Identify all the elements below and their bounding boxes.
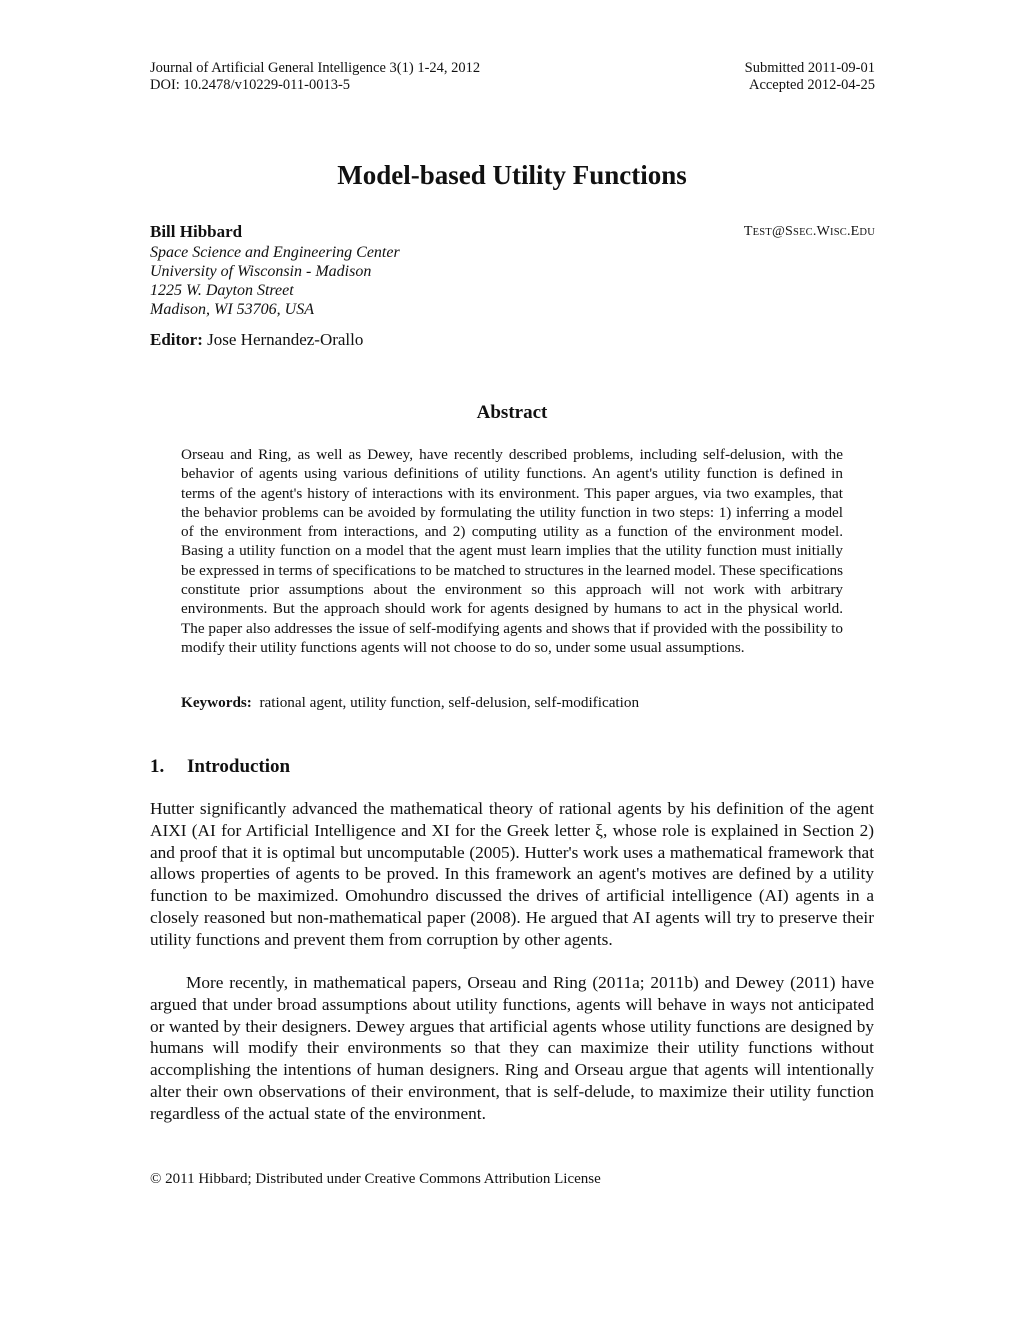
section-number: 1. <box>150 756 165 777</box>
affiliation-line: Madison, WI 53706, USA <box>150 301 314 318</box>
section-heading <box>150 756 290 778</box>
intro-paragraph-1: Hutter significantly advanced the mathematical theory of rational agents by his definition of the agent AIXI (AI for Artificial Intelligence and XI for the Greek letter ξ, whose role is explained in Section 2) and proof that it is optimal but uncomputable (2005). Hutter's work uses a mathematical framework that allows properties of agents to be proved. In this framework an agent's motives are defined by a utility function to be maximized. Omohundro discussed the drives of artificial intelligence (AI) agents in a closely reasoned but non-mathematical paper (2008). He argued that AI agents will try to preserve their utility functions and prevent them from corruption by other agents. <box>150 799 874 949</box>
abstract-text: Orseau and Ring, as well as Dewey, have recently described problems, including self-delusion, with the behavior of agents using various definitions of utility functions. An agent's utility function is defined in terms of the agent's history of interactions with its environment. This paper argues, via two examples, that the behavior problems can be avoided by formulating the utility function in two steps: 1) inferring a model of the environment from interactions, and 2) computing utility as a function of the environment model. Basing a utility function on a model that the agent must learn implies that the utility function must initially be expressed in terms of specifications to be matched to structures in the learned model. These specifications constitute prior assumptions about the environment so this approach will not work with arbitrary environments. But the approach should work for agents designed by humans to act in the physical world. The paper also addresses the issue of self-modifying agents and shows that if provided with the possibility to modify their utility functions agents will not choose to do so, under some usual assumptions. <box>181 446 843 656</box>
affiliation-line: University of Wisconsin - Madison <box>150 263 372 280</box>
editor-name: Jose Hernandez-Orallo <box>207 330 364 349</box>
keywords-line <box>181 694 639 712</box>
author-email: TEST@SSEC.WISC.EDU <box>743 224 875 239</box>
affiliation-line: Space Science and Engineering Center <box>150 244 400 261</box>
editor-line <box>150 330 363 350</box>
editor-label: Editor: <box>150 330 203 349</box>
author-name: Bill Hibbard <box>150 222 243 241</box>
journal-citation: Journal of Artificial General Intelligence 3(1) 1-24, 2012 <box>150 60 481 76</box>
intro-paragraph-2: More recently, in mathematical papers, Orseau and Ring (2011a; 2011b) and Dewey (2011) have argued that under broad assumptions about utility functions, agents will behave in ways not anticipated or wanted by their designers. Dewey argues that artificial agents whose utility functions are designed by humans will modify their environments so that they can maximize their utility functions without accomplishing the intentions of human designers. Ring and Orseau argue that agents will intentionally alter their own observations of their environment, that is self-delude, to maximize their utility function regardless of the actual state of the environment. <box>150 973 874 1123</box>
affiliation-line: 1225 W. Dayton Street <box>150 282 294 299</box>
keywords-text: rational agent, utility function, self-delusion, self-modification <box>259 694 640 711</box>
abstract-heading: Abstract <box>476 402 548 423</box>
submitted-date: Submitted 2011-09-01 <box>744 60 875 76</box>
accepted-date: Accepted 2012-04-25 <box>748 77 875 93</box>
keywords-label: Keywords: <box>181 694 252 711</box>
license-footer: © 2011 Hibbard; Distributed under Creative Commons Attribution License <box>150 1171 601 1187</box>
section-title: Introduction <box>187 756 291 777</box>
doi: DOI: 10.2478/v10229-011-0013-5 <box>150 77 351 93</box>
paper-title: Model-based Utility Functions <box>337 160 687 190</box>
